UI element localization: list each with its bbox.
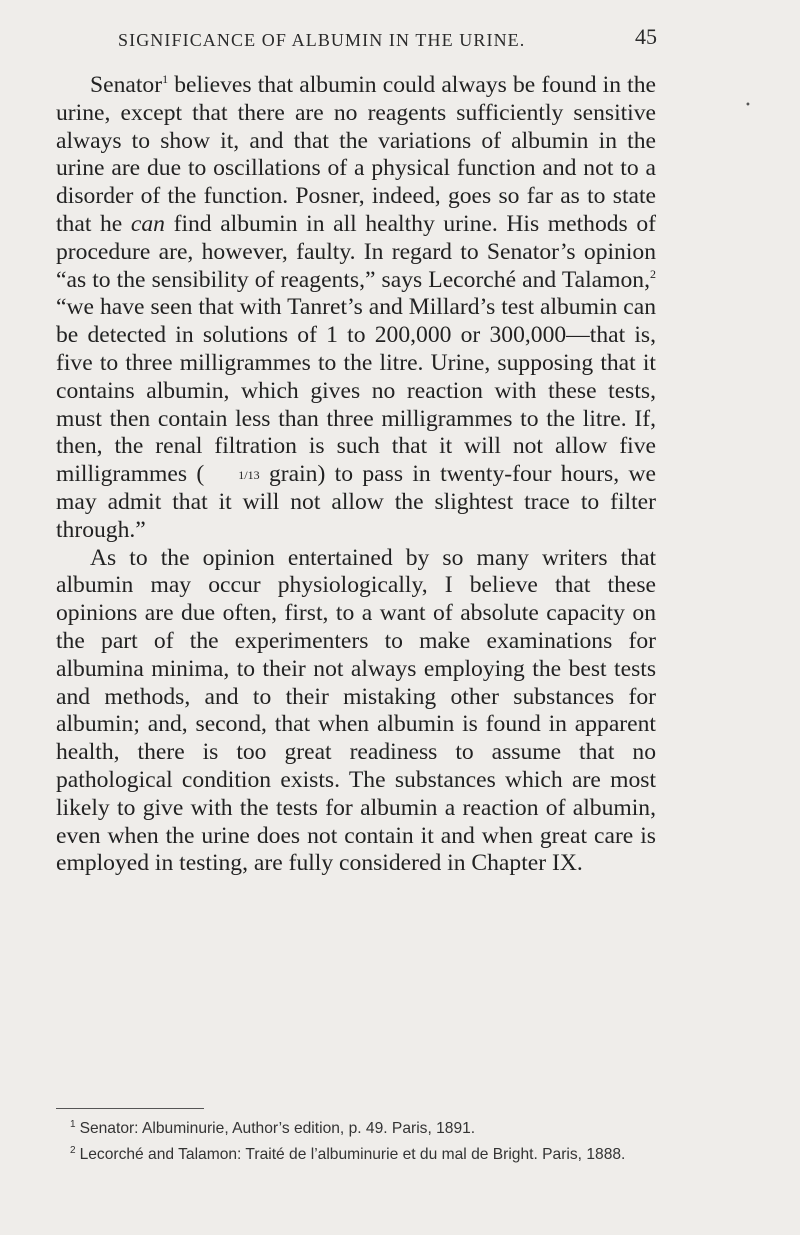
paragraph-2: As to the opinion entertained by so many writers that albumin may occur physiologically, I believe that these opinions are due often, first, to a want of absolute capacity on the part of the experimenters to make examinations for albumina minima, to their not always employing the best tests and methods, and to their mistaking other substances for albumin; and, second, that when albumin is found in apparent health, there is too great readiness to assume that no pathological condition exists. The substances which are most likely to give with the tests for albumin a reaction of albumin, even when the urine does not contain it and when great care is employed in testing, are fully considered in Chapter IX.	[56, 544, 656, 877]
footnote-1-text: Senator: Albuminurie, Author’s edition, p. 49. Paris, 1891.	[79, 1120, 476, 1137]
para1-c: find albumin in all healthy urine. His methods of procedure are, however, faulty. In regard to Senator’s opinion “as to the sensibility of reagents,” says Lecorché and Talamon,	[56, 210, 656, 293]
fraction: 1/13	[238, 468, 260, 483]
page-number: 45	[635, 24, 657, 49]
para1-a: Senator	[90, 72, 163, 98]
footnote-2	[56, 1140, 668, 1166]
body-text	[56, 72, 656, 878]
footnote-2-mark: 2	[70, 1145, 76, 1156]
paragraph-1	[56, 72, 656, 545]
para1-b: believes that albumin could always be found in the urine, except that there are no reagents sufficiently sensitive always to show it, and that the variations of albumin in the urine are due to oscillations of a physical function and not to a disorder of the function. Posner, indeed, goes so far as to state that he	[56, 72, 656, 237]
footnote-ref-2: 2	[650, 266, 656, 281]
para1-d: “we have seen that with Tanret’s and Millard’s test albumin can be detected in solutions of 1 to 200,000 or 300,000—that is, five to three milligrammes to the litre. Urine, supposing that it contains albumin, which gives no reaction with these tests, must then contain less than three milligrammes to the litre. If, then, the renal filtration is such that it will not allow five milligrammes (	[56, 294, 656, 488]
footnote-rule	[56, 1108, 204, 1109]
edge-mark: •	[745, 100, 751, 111]
para1-emphasis: can	[130, 210, 165, 237]
footnote-2-text: Lecorché and Talamon: Traité de l’albuminurie et du mal de Bright. Paris, 1888.	[79, 1146, 626, 1163]
running-head	[112, 24, 657, 54]
para1-e: grain) to pass in twenty-four hours, we may admit that it will not allow the slightest trace to filter through.”	[56, 461, 657, 543]
footnote-1-mark: 1	[70, 1119, 76, 1130]
running-title: SIGNIFICANCE OF ALBUMIN IN THE URINE.	[118, 30, 526, 50]
footnotes	[56, 1114, 668, 1166]
footnote-ref-1: 1	[162, 72, 169, 86]
footnote-1	[56, 1114, 668, 1140]
